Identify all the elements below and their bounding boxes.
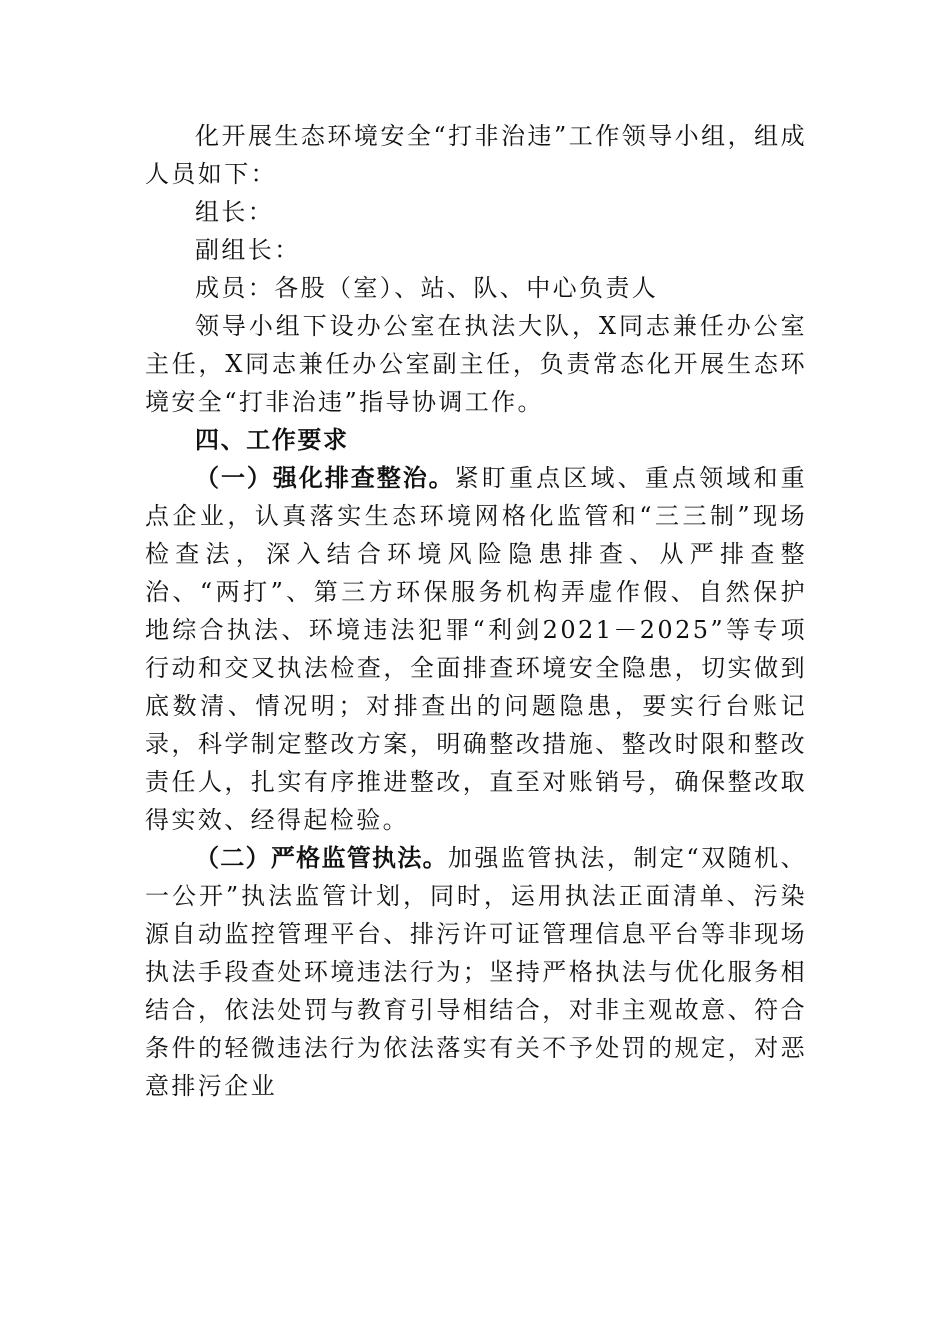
- section-heading-work-requirements: 四、工作要求: [195, 426, 349, 454]
- paragraph-leadership-group: 化开展生态环境安全“打非治违”工作领导小组，组成人员如下：: [145, 122, 807, 188]
- paragraph-deputy-leader: 副组长：: [195, 236, 301, 264]
- paragraph-office: 领导小组下设办公室在执法大队，X同志兼任办公室主任，X同志兼任办公室副主任，负责常态化开展生态环境安全“打非治违”指导协调工作。: [145, 312, 807, 416]
- paragraph-members: 成员：各股（室）、站、队、中心负责人: [195, 274, 659, 302]
- item-2-body: 加强监管执法，制定“双随机、一公开”执法监管计划，同时，运用执法正面清单、污染源自动监控管理平台、排污许可证管理信息平台等非现场执法手段查处环境违法行为；坚持严格执法与优化服务相结合，依法处罚与教育引导相结合，对非主观故意、符合条件的轻微违法行为依法落实有关不予处罚的规定，对恶意排污企业: [145, 844, 808, 1100]
- item-1-lead: （一）强化排查整治。: [195, 464, 455, 492]
- paragraph-item-2: [145, 839, 807, 1105]
- item-2-lead: （二）严格监管执法。: [195, 844, 448, 872]
- item-1-body: 紧盯重点区域、重点领域和重点企业，认真落实生态环境网格化监管和“三三制”现场检查法，深入结合环境风险隐患排查、从严排查整治、“两打”、第三方环保服务机构弄虚作假、自然保护地综合执法、环境违法犯罪“利剑2021－2025”等专项行动和交叉执法检查，全面排查环境安全隐患，切实做到底数清、情况明；对排查出的问题隐患，要实行台账记录，科学制定整改方案，明确整改措施、整改时限和整改责任人，扎实有序推进整改，直至对账销号，确保整改取得实效、经得起检验。: [145, 464, 808, 834]
- paragraph-item-1: [145, 459, 807, 839]
- paragraph-team-leader: 组长：: [195, 198, 275, 226]
- document-body: [145, 117, 807, 1105]
